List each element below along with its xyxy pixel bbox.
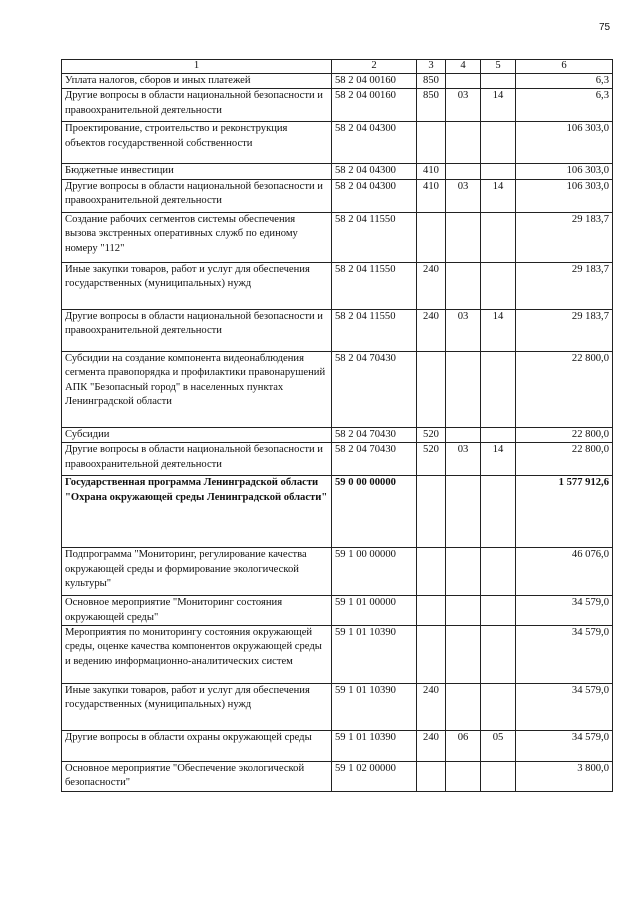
table-row	[62, 762, 613, 792]
row-amount-cell: 29 183,7	[516, 309, 613, 351]
row-amount-cell: 106 303,0	[516, 179, 613, 212]
table-row	[62, 731, 613, 762]
row-amount-cell: 29 183,7	[516, 212, 613, 262]
row-code-cell: 58 2 04 04300	[332, 164, 417, 179]
column-header: 2	[332, 60, 417, 74]
row-vr-cell: 240	[417, 731, 446, 762]
page-number: 75	[599, 22, 611, 33]
row-pr-cell	[481, 122, 516, 164]
row-vr-cell: 240	[417, 309, 446, 351]
row-amount-cell: 6,3	[516, 89, 613, 122]
row-vr-cell	[417, 122, 446, 164]
row-rz-cell: 03	[446, 443, 481, 476]
row-amount-cell: 22 800,0	[516, 443, 613, 476]
row-name-cell: Иные закупки товаров, работ и услуг для обеспечения государственных (муниципальных) нужд	[62, 262, 332, 309]
row-rz-cell	[446, 122, 481, 164]
row-rz-cell	[446, 164, 481, 179]
row-amount-cell: 34 579,0	[516, 731, 613, 762]
column-header: 4	[446, 60, 481, 74]
row-code-cell: 58 2 04 11550	[332, 262, 417, 309]
row-amount-cell: 34 579,0	[516, 596, 613, 626]
row-name-cell: Другие вопросы в области национальной безопасности и правоохранительной деятельности	[62, 179, 332, 212]
row-code-cell: 59 1 02 00000	[332, 762, 417, 792]
row-vr-cell	[417, 548, 446, 596]
table-row	[62, 164, 613, 179]
table-row	[62, 179, 613, 212]
row-name-cell: Бюджетные инвестиции	[62, 164, 332, 179]
row-pr-cell	[481, 351, 516, 427]
column-header: 3	[417, 60, 446, 74]
row-name-cell: Другие вопросы в области национальной безопасности и правоохранительной деятельности	[62, 309, 332, 351]
row-code-cell: 59 1 01 00000	[332, 596, 417, 626]
row-rz-cell	[446, 476, 481, 548]
row-rz-cell	[446, 548, 481, 596]
row-amount-cell: 34 579,0	[516, 684, 613, 731]
row-amount-cell: 106 303,0	[516, 164, 613, 179]
row-name-cell: Уплата налогов, сборов и иных платежей	[62, 74, 332, 89]
row-vr-cell: 520	[417, 427, 446, 442]
row-code-cell: 58 2 04 70430	[332, 351, 417, 427]
row-name-cell: Другие вопросы в области охраны окружающей среды	[62, 731, 332, 762]
row-rz-cell	[446, 626, 481, 684]
row-pr-cell: 14	[481, 89, 516, 122]
row-vr-cell: 410	[417, 179, 446, 212]
row-code-cell: 59 1 01 10390	[332, 684, 417, 731]
row-name-cell: Иные закупки товаров, работ и услуг для обеспечения государственных (муниципальных) нужд	[62, 684, 332, 731]
row-code-cell: 59 1 00 00000	[332, 548, 417, 596]
row-rz-cell: 03	[446, 309, 481, 351]
row-rz-cell	[446, 596, 481, 626]
row-rz-cell: 03	[446, 89, 481, 122]
column-header: 1	[62, 60, 332, 74]
row-vr-cell: 240	[417, 262, 446, 309]
row-name-cell: Основное мероприятие "Мониторинг состояния окружающей среды"	[62, 596, 332, 626]
row-name-cell: Субсидии на создание компонента видеонаблюдения сегмента правопорядка и профилактики правонарушений АПК "Безопасный город" в населенных пунктах Ленинградской области	[62, 351, 332, 427]
row-amount-cell: 46 076,0	[516, 548, 613, 596]
row-name-cell: Государственная программа Ленинградской области "Охрана окружающей среды Ленинградской области"	[62, 476, 332, 548]
column-header: 6	[516, 60, 613, 74]
row-pr-cell	[481, 427, 516, 442]
row-name-cell: Мероприятия по мониторингу состояния окружающей среды, оценке качества компонентов окружающей среды и ведению информационно-аналитических систем	[62, 626, 332, 684]
table-row	[62, 262, 613, 309]
table-row	[62, 309, 613, 351]
table-row	[62, 596, 613, 626]
row-code-cell: 59 1 01 10390	[332, 626, 417, 684]
table-row	[62, 684, 613, 731]
row-pr-cell	[481, 476, 516, 548]
table-header-row	[62, 60, 613, 74]
table-row	[62, 212, 613, 262]
row-vr-cell: 410	[417, 164, 446, 179]
row-pr-cell: 14	[481, 309, 516, 351]
row-pr-cell	[481, 762, 516, 792]
row-name-cell: Подпрограмма "Мониторинг, регулирование качества окружающей среды и формирование экологической культуры"	[62, 548, 332, 596]
row-vr-cell: 850	[417, 89, 446, 122]
row-code-cell: 58 2 04 70430	[332, 443, 417, 476]
row-name-cell: Создание рабочих сегментов системы обеспечения вызова экстренных оперативных служб по единому номеру "112"	[62, 212, 332, 262]
row-code-cell: 58 2 04 04300	[332, 179, 417, 212]
row-amount-cell: 1 577 912,6	[516, 476, 613, 548]
row-code-cell: 58 2 04 11550	[332, 212, 417, 262]
row-pr-cell	[481, 212, 516, 262]
table-row	[62, 626, 613, 684]
row-rz-cell	[446, 427, 481, 442]
row-amount-cell: 106 303,0	[516, 122, 613, 164]
row-pr-cell	[481, 74, 516, 89]
row-pr-cell	[481, 626, 516, 684]
row-rz-cell: 03	[446, 179, 481, 212]
row-vr-cell: 240	[417, 684, 446, 731]
row-vr-cell	[417, 762, 446, 792]
table-row	[62, 548, 613, 596]
row-pr-cell: 14	[481, 179, 516, 212]
row-pr-cell	[481, 596, 516, 626]
row-name-cell: Другие вопросы в области национальной безопасности и правоохранительной деятельности	[62, 443, 332, 476]
row-amount-cell: 3 800,0	[516, 762, 613, 792]
row-vr-cell	[417, 626, 446, 684]
row-vr-cell	[417, 351, 446, 427]
row-code-cell: 58 2 04 70430	[332, 427, 417, 442]
row-amount-cell: 34 579,0	[516, 626, 613, 684]
row-vr-cell: 520	[417, 443, 446, 476]
table-row	[62, 427, 613, 442]
row-pr-cell: 14	[481, 443, 516, 476]
row-vr-cell	[417, 212, 446, 262]
row-vr-cell: 850	[417, 74, 446, 89]
row-vr-cell	[417, 476, 446, 548]
row-code-cell: 59 0 00 00000	[332, 476, 417, 548]
budget-table	[61, 59, 613, 792]
table-row	[62, 89, 613, 122]
row-rz-cell	[446, 74, 481, 89]
row-rz-cell	[446, 762, 481, 792]
row-amount-cell: 6,3	[516, 74, 613, 89]
row-rz-cell	[446, 684, 481, 731]
row-rz-cell	[446, 262, 481, 309]
row-code-cell: 58 2 04 04300	[332, 122, 417, 164]
row-amount-cell: 22 800,0	[516, 427, 613, 442]
row-amount-cell: 22 800,0	[516, 351, 613, 427]
row-amount-cell: 29 183,7	[516, 262, 613, 309]
table-row	[62, 351, 613, 427]
table-row	[62, 443, 613, 476]
row-pr-cell	[481, 548, 516, 596]
row-rz-cell	[446, 212, 481, 262]
table-row	[62, 74, 613, 89]
row-pr-cell	[481, 262, 516, 309]
row-vr-cell	[417, 596, 446, 626]
row-name-cell: Субсидии	[62, 427, 332, 442]
row-pr-cell	[481, 684, 516, 731]
row-pr-cell: 05	[481, 731, 516, 762]
column-header: 5	[481, 60, 516, 74]
row-rz-cell: 06	[446, 731, 481, 762]
row-code-cell: 58 2 04 00160	[332, 74, 417, 89]
row-pr-cell	[481, 164, 516, 179]
row-code-cell: 59 1 01 10390	[332, 731, 417, 762]
row-name-cell: Другие вопросы в области национальной безопасности и правоохранительной деятельности	[62, 89, 332, 122]
row-name-cell: Проектирование, строительство и реконструкция объектов государственной собственности	[62, 122, 332, 164]
row-code-cell: 58 2 04 11550	[332, 309, 417, 351]
row-code-cell: 58 2 04 00160	[332, 89, 417, 122]
row-name-cell: Основное мероприятие "Обеспечение экологической безопасности"	[62, 762, 332, 792]
table-row	[62, 476, 613, 548]
row-rz-cell	[446, 351, 481, 427]
table-row	[62, 122, 613, 164]
